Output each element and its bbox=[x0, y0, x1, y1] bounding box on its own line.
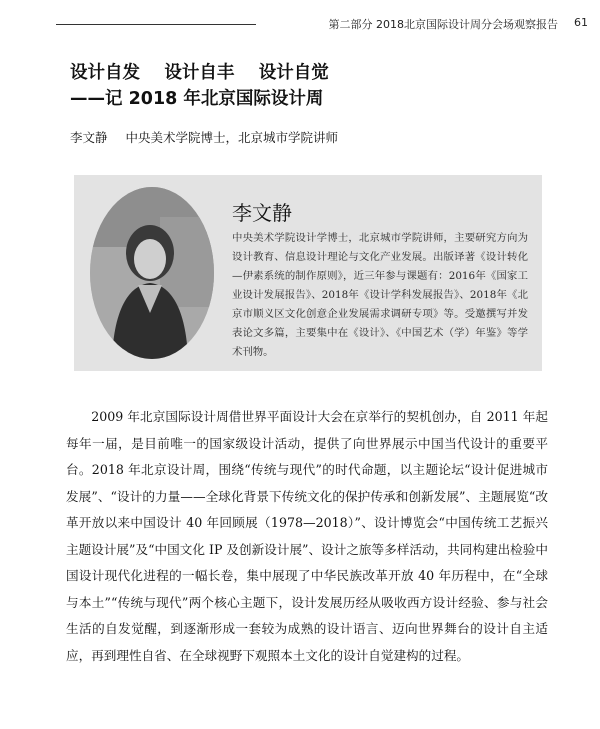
author-bio-box bbox=[74, 175, 542, 371]
author-name: 李文静 bbox=[70, 130, 108, 145]
body-paragraph: 2009 年北京国际设计周借世界平面设计大会在京举行的契机创办，自 2011 年起每年一届，是目前唯一的国家级设计活动，提供了向世界展示中国当代设计的重要平台。2018 年北京设计周，围绕“传统与现代”的时代命题，以主题论坛“设计促进城市发展”、“设计的力量——全球化背景下传统文化的保护传承和创新发展”、主题展览“改革开放以来中国设计 40 年回顾展（1978—2018）”、设计博览会“中国传统工艺振兴主题设计展”及“中国文化 IP 及创新设计展”、设计之旅等多样活动，共同构建出检验中国设计现代化进程的一幅长卷，集中展现了中华民族改革开放 40 年历程中，在“全球与本土”“传统与现代”两个核心主题下，设计发展历经从吸收西方设计经验、参与社会生活的自发觉醒，到逐渐形成一套较为成熟的设计语言、迈向世界舞台的设计自主适应，再到理性自省、在全球视野下观照本土文化的设计自觉建构的过程。 bbox=[66, 409, 548, 663]
page-number: 61 bbox=[574, 16, 588, 29]
author-portrait bbox=[90, 187, 214, 359]
bio-text: 中央美术学院设计学博士，北京城市学院讲师，主要研究方向为设计教育、信息设计理论与文化产业发展。出版译著《设计转化—伊素系统的制作原则》，近三年参与课题有：2016年《国家工业设计发展报告》、2018年《设计学科发展报告》、2018年《北京市顺义区文化创意企业发展需求调研专项》等。受邀撰写并发表论文多篇，主要集中在《设计》、《中国艺术（学）年鉴》等学术刊物。 bbox=[232, 232, 528, 358]
running-head-text: 第二部分 2018北京国际设计周分会场观察报告 bbox=[328, 18, 558, 31]
title-line-2: ——记 2018 年北京国际设计周 bbox=[70, 89, 324, 109]
portrait-photo bbox=[90, 187, 214, 359]
header-rule bbox=[56, 24, 256, 25]
author-line bbox=[70, 128, 338, 146]
bio-name: 李文静 bbox=[232, 201, 292, 225]
author-affiliation: 中央美术学院博士，北京城市学院讲师 bbox=[125, 130, 339, 145]
article-title bbox=[70, 60, 329, 112]
running-head bbox=[56, 14, 588, 34]
title-line-1: 设计自发 设计自丰 设计自觉 bbox=[70, 63, 329, 83]
